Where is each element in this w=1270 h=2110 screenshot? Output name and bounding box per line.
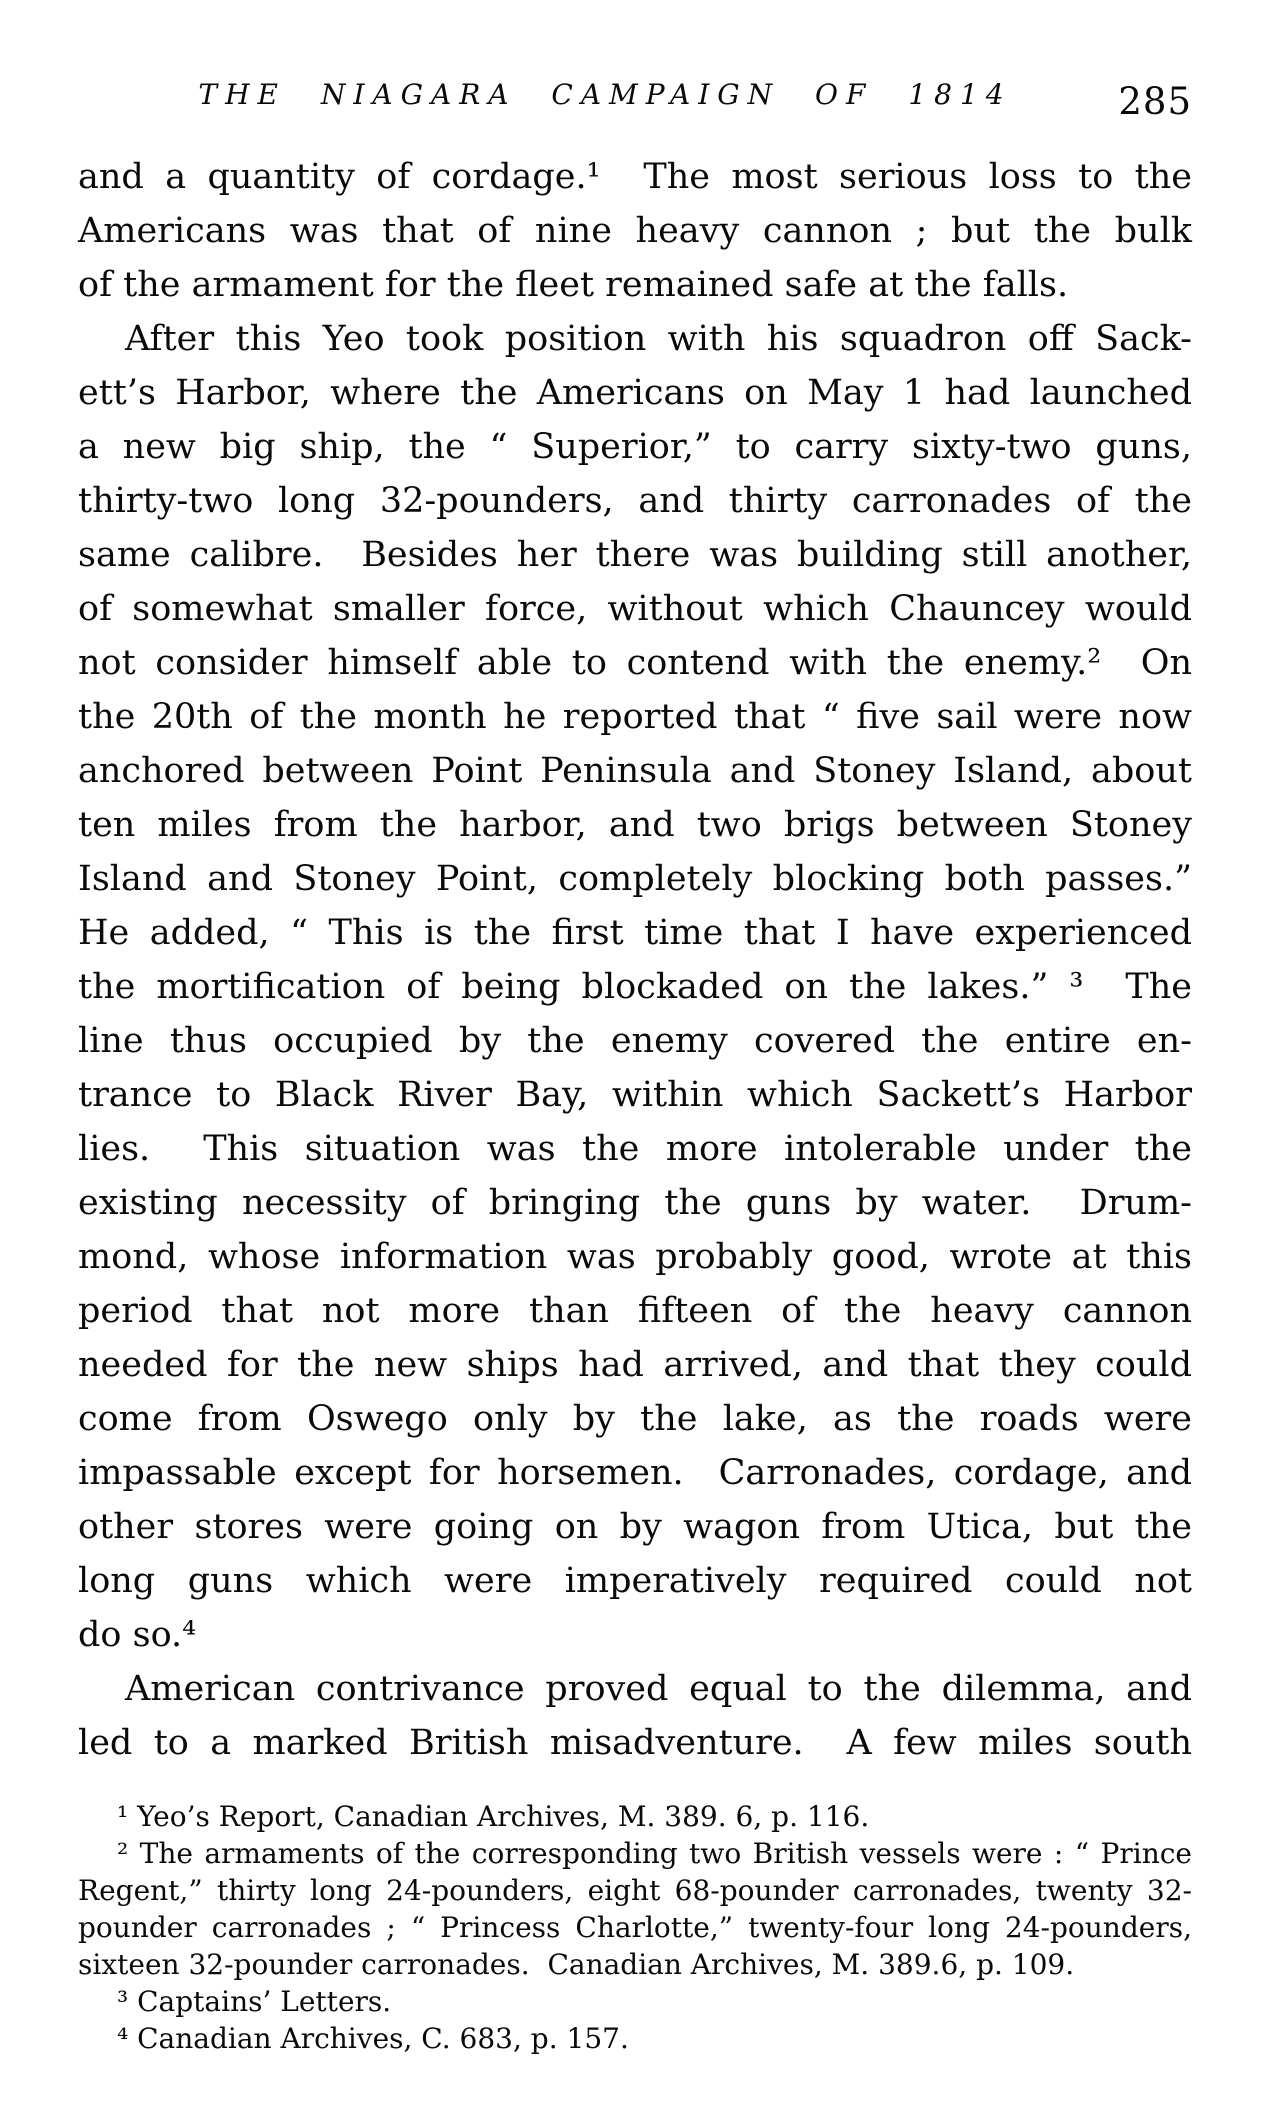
text-line: Americans was that of nine heavy cannon ; but the bulk <box>78 211 1192 251</box>
text-line: period that not more than fifteen of the heavy cannon <box>78 1291 1192 1331</box>
text-line: of the armament for the fleet remained safe at the falls. <box>78 265 1069 305</box>
text-line: lies. This situation was the more intolerable under the <box>78 1129 1192 1169</box>
text-line: and a quantity of cordage.¹ The most serious loss to the <box>78 157 1192 197</box>
text-line: ten miles from the harbor, and two brigs between Stoney <box>78 805 1192 845</box>
text-line: led to a marked British misadventure. A few miles south <box>78 1723 1192 1763</box>
footnote-line: ² The armaments of the corresponding two British vessels were : “ Prince <box>117 1837 1192 1870</box>
text-line: of somewhat smaller force, without which Chauncey would <box>78 589 1192 629</box>
text-line: ett’s Harbor, where the Americans on May 1 had launched <box>78 373 1192 413</box>
text-line: thirty-two long 32-pounders, and thirty carronades of the <box>78 481 1192 521</box>
footnote-line: ³ Captains’ Letters. <box>117 1985 392 2018</box>
text-line: trance to Black River Bay, within which Sackett’s Harbor <box>78 1075 1192 1115</box>
text-line: do so.⁴ <box>78 1615 197 1655</box>
text-line: come from Oswego only by the lake, as the roads were <box>78 1399 1192 1439</box>
text-line: After this Yeo took position with his squadron off Sack- <box>125 319 1192 359</box>
text-line: He added, “ This is the first time that I have experienced <box>78 913 1192 953</box>
text-line: the mortification of being blockaded on the lakes.” ³ The <box>78 967 1192 1007</box>
footnote-line: ¹ Yeo’s Report, Canadian Archives, M. 389. 6, p. 116. <box>117 1800 870 1833</box>
page-number: 285 <box>1118 80 1192 123</box>
text-line: line thus occupied by the enemy covered the entire en- <box>78 1021 1192 1061</box>
body-text <box>78 150 1192 1770</box>
text-line: American contrivance proved equal to the dilemma, and <box>125 1669 1192 1709</box>
text-line: mond, whose information was probably good, wrote at this <box>78 1237 1192 1277</box>
text-line: anchored between Point Peninsula and Stoney Island, about <box>78 751 1192 791</box>
text-line: impassable except for horsemen. Carronades, cordage, and <box>78 1453 1192 1493</box>
text-line: other stores were going on by wagon from Utica, but the <box>78 1507 1192 1547</box>
footnotes-section <box>78 1798 1192 2057</box>
text-line: same calibre. Besides her there was building still another, <box>78 535 1192 575</box>
running-title: THE NIAGARA CAMPAIGN OF 1814 <box>198 78 1012 111</box>
footnote-line: Regent,” thirty long 24-pounders, eight 68-pounder carronades, twenty 32- <box>78 1874 1192 1907</box>
text-line: needed for the new ships had arrived, and that they could <box>78 1345 1192 1385</box>
text-line: not consider himself able to contend with the enemy.² On <box>78 643 1192 683</box>
footnote-line: pounder carronades ; “ Princess Charlotte,” twenty-four long 24-pounders, <box>78 1911 1192 1944</box>
running-head <box>78 78 1192 124</box>
footnote-line: sixteen 32-pounder carronades. Canadian Archives, M. 389.6, p. 109. <box>78 1948 1075 1981</box>
text-line: Island and Stoney Point, completely blocking both passes.” <box>78 859 1192 899</box>
text-line: existing necessity of bringing the guns by water. Drum- <box>78 1183 1192 1223</box>
text-line: a new big ship, the “ Superior,” to carry sixty-two guns, <box>78 427 1192 467</box>
text-line: long guns which were imperatively required could not <box>78 1561 1192 1601</box>
footnote-line: ⁴ Canadian Archives, C. 683, p. 157. <box>117 2022 629 2055</box>
text-line: the 20th of the month he reported that “ five sail were now <box>78 697 1192 737</box>
